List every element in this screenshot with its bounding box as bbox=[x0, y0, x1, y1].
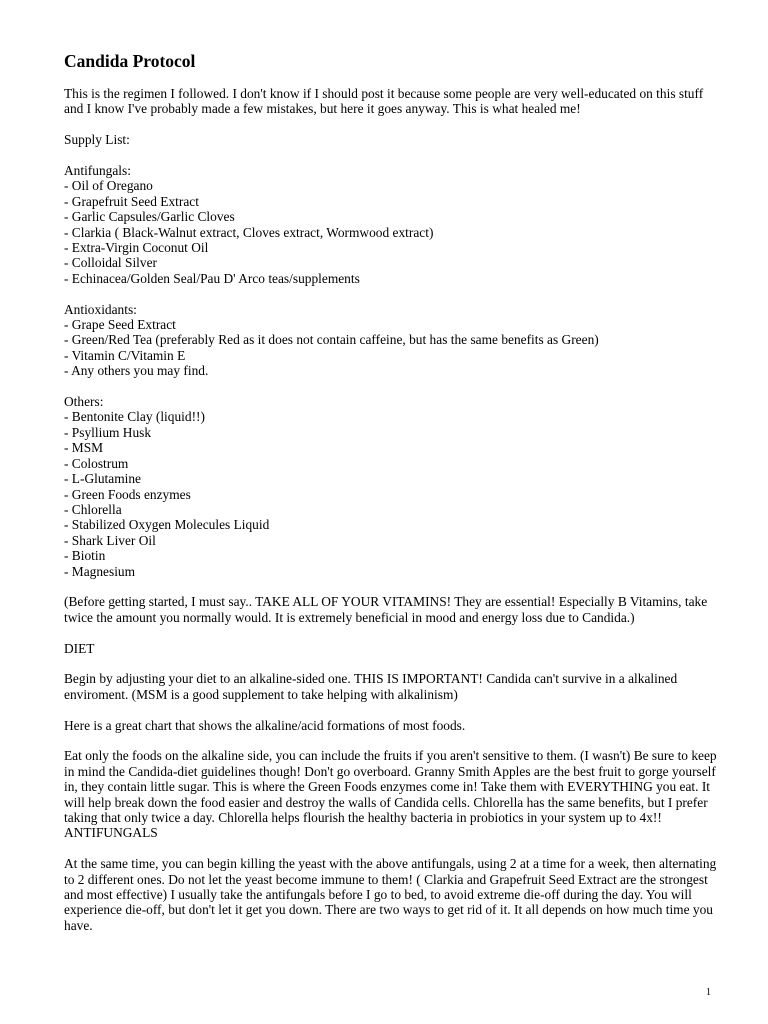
document-page bbox=[64, 50, 724, 949]
list-item: - Echinacea/Golden Seal/Pau D' Arco teas/supplements bbox=[64, 270, 360, 286]
list-item: - Magnesium bbox=[64, 563, 136, 579]
list-item: - Biotin bbox=[64, 548, 106, 564]
list-item: - Psyllium Husk bbox=[64, 424, 152, 440]
page-title: Candida Protocol bbox=[64, 51, 196, 71]
list-item: - Garlic Capsules/Garlic Cloves bbox=[64, 209, 235, 225]
diet-paragraph-foods: Eat only the foods on the alkaline side, you can include the fruits if you aren't sensitive to them. (I wasn't) Be sure to keep in mind the Candida-diet guidelines though! Don't go overboard. Granny Smith Apples are the best fruit to gorge yourself in, they contain little sugar. This is where the Green Foods enzymes come in! Take them with EVERYTHING you eat. It will help break down the food easier and destroy the walls of Candida cells. Chlorella has the same benefits, but I prefer taking that only twice a day. Chlorella helps flourish the healthy bacteria in probiotics in your system up to 4x!! bbox=[64, 748, 717, 825]
list-item: - L-Glutamine bbox=[64, 471, 141, 487]
list-item: - Any others you may find. bbox=[64, 363, 209, 379]
diet-paragraph-chart: Here is a great chart that shows the alkaline/acid formations of most foods. bbox=[64, 717, 466, 733]
list-item: - Stabilized Oxygen Molecules Liquid bbox=[64, 517, 270, 533]
antifungals-list bbox=[64, 178, 724, 286]
antifungals-heading: ANTIFUNGALS bbox=[64, 825, 158, 841]
list-item: - Clarkia ( Black-Walnut extract, Cloves extract, Wormwood extract) bbox=[64, 224, 434, 240]
list-item: - Colloidal Silver bbox=[64, 255, 157, 271]
vitamins-note: (Before getting started, I must say.. TAKE ALL OF YOUR VITAMINS! They are essential! Especially B Vitamins, take twice the amount you normally would. It is extremely beneficial in mood and energy loss due to Candida.) bbox=[64, 594, 708, 625]
list-item: - Grapefruit Seed Extract bbox=[64, 193, 199, 209]
intro-paragraph: This is the regimen I followed. I don't know if I should post it because some people are very well-educated on this stuff and I know I've probably made a few mistakes, but here it goes anyway. This is what healed me! bbox=[64, 86, 704, 117]
list-item: - Extra-Virgin Coconut Oil bbox=[64, 240, 209, 256]
list-item: - MSM bbox=[64, 440, 104, 456]
antioxidants-list bbox=[64, 317, 724, 379]
antioxidants-list-heading: Antioxidants: bbox=[64, 301, 137, 317]
page-number: 1 bbox=[706, 987, 711, 998]
list-item: - Green/Red Tea (preferably Red as it does not contain caffeine, but has the same benefits as Green) bbox=[64, 332, 599, 348]
antifungals-paragraph: At the same time, you can begin killing the yeast with the above antifungals, using 2 at a time for a week, then alternating to 2 different ones. Do not let the yeast become immune to them! ( Clarkia and Grapefruit Seed Extract are the strongest and most effective) I usually take the antifungals before I go to bed, to avoid extreme die-off during the day. You will experience die-off, but don't let it get you down. There are two ways to get rid of it. It all depends on how much time you have. bbox=[64, 856, 717, 933]
list-item: - Bentonite Clay (liquid!!) bbox=[64, 409, 205, 425]
list-item: - Green Foods enzymes bbox=[64, 486, 191, 502]
diet-paragraph-alkaline: Begin by adjusting your diet to an alkaline-sided one. THIS IS IMPORTANT! Candida can't survive in a alkalined enviroment. (MSM is a good supplement to take helping with alkalinism) bbox=[64, 671, 678, 702]
diet-heading: DIET bbox=[64, 640, 95, 656]
others-list bbox=[64, 409, 724, 578]
supply-list-label: Supply List: bbox=[64, 132, 130, 148]
antifungals-section bbox=[64, 163, 724, 286]
list-item: - Colostrum bbox=[64, 455, 129, 471]
others-section bbox=[64, 394, 724, 579]
others-list-heading: Others: bbox=[64, 394, 104, 410]
antioxidants-section bbox=[64, 302, 724, 379]
list-item: - Grape Seed Extract bbox=[64, 317, 176, 333]
antifungals-list-heading: Antifungals: bbox=[64, 163, 131, 178]
list-item: - Oil of Oregano bbox=[64, 178, 153, 194]
list-item: - Shark Liver Oil bbox=[64, 532, 156, 548]
list-item: - Chlorella bbox=[64, 501, 122, 517]
list-item: - Vitamin C/Vitamin E bbox=[64, 347, 186, 363]
